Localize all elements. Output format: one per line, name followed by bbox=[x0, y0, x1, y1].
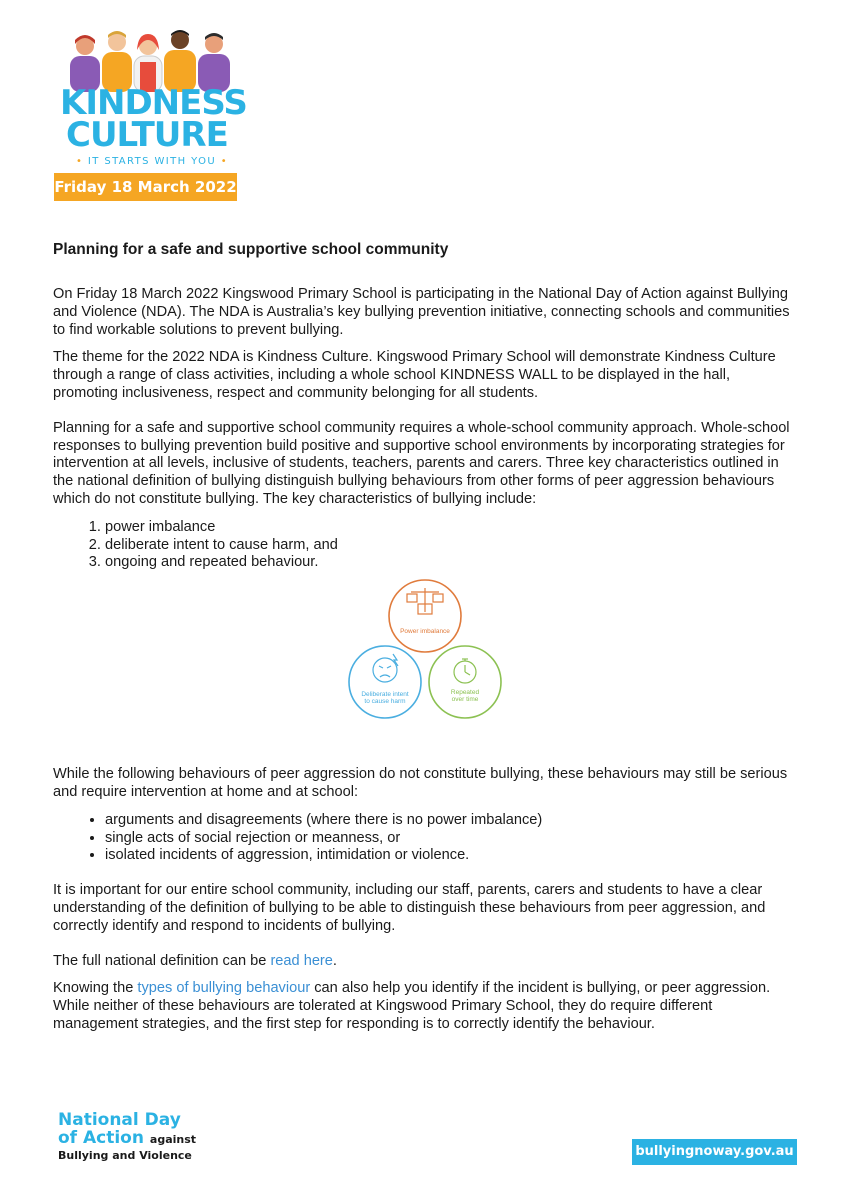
non-bullying-item: • single acts of social rejection or meanness, or bbox=[105, 830, 793, 848]
paragraph-definition bbox=[53, 953, 793, 971]
characteristic-item: 2. deliberate intent to cause harm, and bbox=[105, 537, 793, 555]
logo-tagline bbox=[76, 156, 228, 167]
tagline-dot-right: • bbox=[216, 156, 228, 167]
tagline-text: IT STARTS WITH YOU bbox=[87, 156, 217, 167]
non-bullying-list bbox=[53, 812, 793, 865]
document-heading: Planning for a safe and supportive school community bbox=[53, 241, 449, 258]
logo-culture-text: CULTURE bbox=[66, 115, 228, 155]
website-badge[interactable]: bullyingnoway.gov.au bbox=[632, 1139, 797, 1165]
event-date-badge: Friday 18 March 2022 bbox=[54, 173, 237, 201]
stopwatch-icon bbox=[454, 659, 476, 683]
paragraph-types bbox=[53, 980, 793, 1033]
definition-end: . bbox=[332, 952, 337, 969]
non-bullying-item: • arguments and disagreements (where there is no power imbalance) bbox=[105, 812, 793, 830]
tagline-dot-left: • bbox=[76, 156, 88, 167]
document-body bbox=[53, 240, 793, 1044]
read-here-link[interactable]: read here bbox=[270, 952, 333, 969]
footer-line-1: National Day bbox=[58, 1110, 181, 1130]
characteristics-list bbox=[53, 519, 793, 572]
footer-of-action: of Action bbox=[58, 1127, 144, 1148]
definition-text: The full national definition can be bbox=[53, 952, 271, 969]
nda-footer-logo bbox=[58, 1112, 196, 1161]
diagram-label-deliberate-2: to cause harm bbox=[364, 698, 406, 706]
footer-line-3: Bullying and Violence bbox=[58, 1148, 192, 1162]
diagram-label-repeated-1: Repeated bbox=[450, 689, 480, 697]
diagram-label-power: Power imbalance bbox=[400, 628, 450, 636]
characteristic-item: 3. ongoing and repeated behaviour. bbox=[105, 554, 793, 572]
angry-face-icon bbox=[373, 654, 398, 682]
types-text-end: can also help you identify if the incident is bullying, or peer aggression. While neither of these behaviours are tolerated at Kingswood Primary School, they do require different management strategies, and the first step for responding is to correctly identify the behaviour. bbox=[53, 980, 771, 1032]
logo-kindness-text: KINDNESS bbox=[60, 83, 247, 123]
diagram-label-repeated-2: over time bbox=[451, 696, 479, 704]
paragraph-importance: It is important for our entire school community, including our staff, parents, carers and students to have a clear understanding of the definition of bullying to be able to distinguish these behaviours from peer aggression, and correctly identify and respond to incidents of bullying. bbox=[53, 882, 766, 934]
paragraph-theme: The theme for the 2022 NDA is Kindness Culture. Kingswood Primary School will demonstrate Kindness Culture through a range of class activities, including a whole school KINDNESS WALL to be displayed in the hall, promoting inclusiveness, respect and community belonging for all students. bbox=[53, 349, 776, 401]
repeated-over-time-circle bbox=[429, 646, 501, 718]
diagram-label-deliberate-1: Deliberate intent bbox=[361, 691, 409, 699]
kindness-culture-logo bbox=[52, 30, 247, 205]
footer-line-2 bbox=[58, 1127, 197, 1148]
bullying-characteristics-diagram bbox=[345, 578, 505, 728]
footer-against: against bbox=[149, 1132, 197, 1146]
scales-icon bbox=[407, 588, 443, 614]
types-text-start: Knowing the bbox=[53, 980, 138, 997]
types-of-bullying-link[interactable]: types of bullying behaviour bbox=[137, 980, 311, 997]
non-bullying-item: • isolated incidents of aggression, intimidation or violence. bbox=[105, 847, 793, 865]
paragraph-intro: On Friday 18 March 2022 Kingswood Primary School is participating in the National Day of Action against Bullying and Violence (NDA). The NDA is Australia’s key bullying prevention initiative, connecting schools and communities to find workable solutions to prevent bullying. bbox=[53, 286, 790, 338]
paragraph-peer-aggression: While the following behaviours of peer aggression do not constitute bullying, these behaviours may still be serious and require intervention at home and at school: bbox=[53, 766, 788, 800]
paragraph-planning: Planning for a safe and supportive school community requires a whole-school community approach. Whole-school responses to bullying prevention build positive and supportive school environments by incorporating strategies for intervention at all levels, inclusive of students, teachers, parents and carers. Three key characteristics outlined in the national definition of bullying distinguish bullying behaviours from other forms of peer aggression behaviours which do not constitute bullying. The key characteristics of bullying include: bbox=[53, 419, 790, 507]
characteristic-item: 1. power imbalance bbox=[105, 519, 793, 537]
